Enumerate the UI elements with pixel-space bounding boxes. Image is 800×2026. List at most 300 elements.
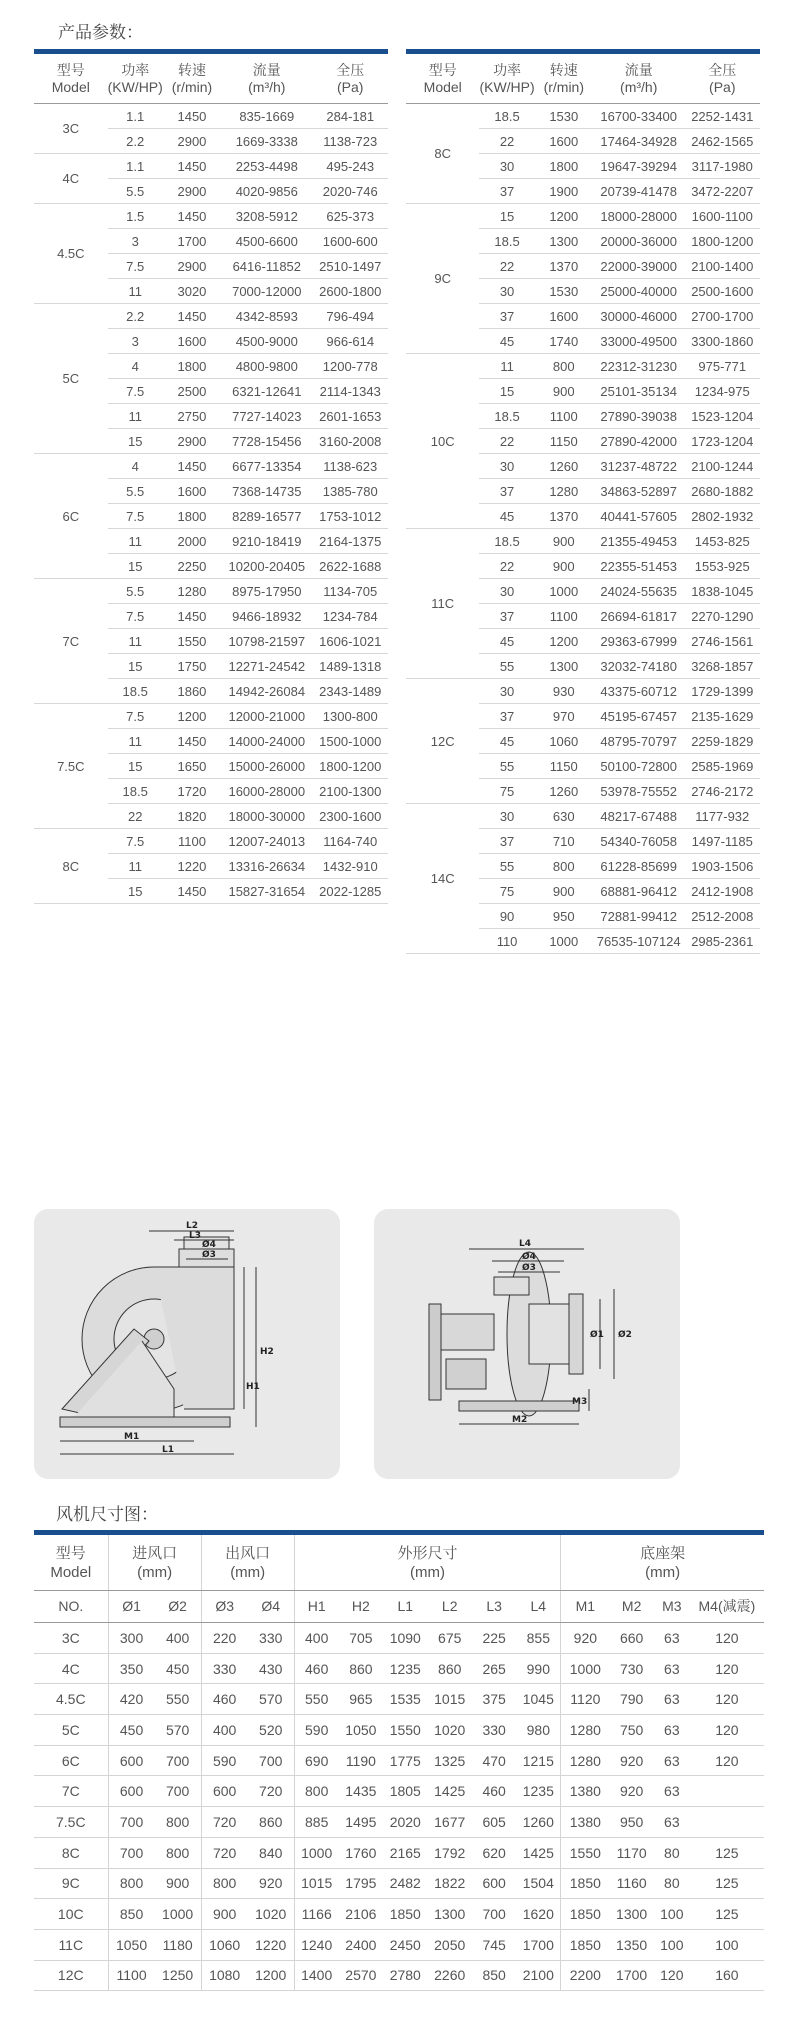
table-cell: 1100 (108, 1960, 155, 1991)
params-title: 产品参数： (58, 23, 143, 42)
table-cell: 600 (108, 1776, 155, 1807)
table-cell: 1100 (163, 829, 221, 854)
table-cell: 1750 (163, 654, 221, 679)
table-cell: 7.5 (108, 504, 163, 529)
table-cell: 11 (108, 854, 163, 879)
table-cell: 55 (479, 654, 534, 679)
table-cell: 800 (535, 854, 593, 879)
table-cell: 1120 (561, 1684, 610, 1715)
table-cell: 1134-705 (313, 579, 389, 604)
table-cell: 1729-1399 (685, 679, 760, 704)
table-cell: 32032-74180 (593, 654, 685, 679)
table-cell: 30 (479, 279, 534, 304)
table-cell: 1775 (383, 1745, 427, 1776)
table-cell: 885 (294, 1807, 338, 1838)
table-cell: 900 (201, 1899, 248, 1930)
table-cell: 18.5 (479, 404, 534, 429)
table-row (34, 1899, 764, 1930)
table-cell: 1280 (561, 1745, 610, 1776)
table-row (34, 1715, 764, 1746)
table-cell: 2343-1489 (313, 679, 389, 704)
table-row (406, 354, 760, 379)
table-cell: 1200 (535, 629, 593, 654)
table-cell: 5.5 (108, 479, 163, 504)
table-row (34, 1653, 764, 1684)
table-cell: 22312-31230 (593, 354, 685, 379)
table-cell: 15 (479, 204, 534, 229)
table-cell: 1450 (163, 104, 221, 129)
table-cell: 45195-67457 (593, 704, 685, 729)
label-L2: L2 (186, 1221, 198, 1231)
table-cell: 400 (201, 1715, 248, 1746)
table-cell: 1600-1100 (685, 204, 760, 229)
model-cell: 8C (34, 829, 108, 904)
table-cell: 120 (654, 1960, 690, 1991)
table-cell: 5.5 (108, 579, 163, 604)
table-cell: 1015 (294, 1868, 338, 1899)
table-cell: 29363-67999 (593, 629, 685, 654)
table-cell: 1080 (201, 1960, 248, 1991)
table-cell: 7.5 (108, 829, 163, 854)
subheader-cell: Ø2 (155, 1591, 202, 1623)
table-cell: 37 (479, 479, 534, 504)
table-cell: 1235 (516, 1776, 560, 1807)
table-cell: 705 (339, 1623, 383, 1654)
table-cell: 1523-1204 (685, 404, 760, 429)
table-cell: 2462-1565 (685, 129, 760, 154)
table-cell: 8289-16577 (221, 504, 312, 529)
table-cell: 800 (535, 354, 593, 379)
table-cell: 2164-1375 (313, 529, 389, 554)
table-cell: 800 (108, 1868, 155, 1899)
table-cell: 2165 (383, 1837, 427, 1868)
table-cell: 620 (472, 1837, 516, 1868)
table-cell: 330 (472, 1715, 516, 1746)
table-cell: 1200 (248, 1960, 295, 1991)
model-cell: 7.5C (34, 704, 108, 829)
table-cell: 1677 (428, 1807, 472, 1838)
subheader-cell: Ø4 (248, 1591, 295, 1623)
table-cell: 1753-1012 (313, 504, 389, 529)
header-pressure: 全压 (Pa) (685, 52, 760, 104)
table-cell: 1600 (535, 304, 593, 329)
table-cell: 1300 (609, 1899, 653, 1930)
table-cell: 430 (248, 1653, 295, 1684)
header-base: 底座架 (mm) (561, 1533, 764, 1591)
table-cell: 460 (201, 1684, 248, 1715)
table-cell: 7727-14023 (221, 404, 312, 429)
table-row (34, 154, 388, 179)
table-cell (690, 1807, 764, 1838)
table-cell: 966-614 (313, 329, 389, 354)
table-cell: 1740 (535, 329, 593, 354)
table-cell: 2482 (383, 1868, 427, 1899)
table-cell: 745 (472, 1929, 516, 1960)
table-cell: 1250 (155, 1960, 202, 1991)
table-cell: 16700-33400 (593, 104, 685, 129)
table-cell: 720 (248, 1776, 295, 1807)
table-cell: 11 (479, 354, 534, 379)
table-cell: 3020 (163, 279, 221, 304)
table-cell: 2100-1244 (685, 454, 760, 479)
model-cell: 4C (34, 154, 108, 204)
header-power: 功率 (KW/HP) (479, 52, 534, 104)
table-cell: 700 (108, 1807, 155, 1838)
table-cell: 1000 (155, 1899, 202, 1930)
table-cell: 1370 (535, 504, 593, 529)
table-cell: 950 (609, 1807, 653, 1838)
table-cell: 965 (339, 1684, 383, 1715)
header-inlet: 进风口 (mm) (108, 1533, 201, 1591)
label-M2: M2 (512, 1415, 528, 1425)
table-cell: 33000-49500 (593, 329, 685, 354)
table-cell: 7.5 (108, 254, 163, 279)
table-cell: 1453-825 (685, 529, 760, 554)
table-cell: 1450 (163, 454, 221, 479)
table-cell: 840 (248, 1837, 295, 1868)
table-row (406, 104, 760, 129)
table-cell: 11C (34, 1929, 108, 1960)
table-cell: 460 (472, 1776, 516, 1807)
params-table-right (406, 49, 760, 954)
table-cell: 660 (609, 1623, 653, 1654)
table-cell: 570 (248, 1684, 295, 1715)
table-cell: 4C (34, 1653, 108, 1684)
table-cell: 860 (248, 1807, 295, 1838)
model-cell: 4.5C (34, 204, 108, 304)
table-cell: 27890-39038 (593, 404, 685, 429)
table-cell: 970 (535, 704, 593, 729)
table-cell: 25000-40000 (593, 279, 685, 304)
table-cell: 1138-723 (313, 129, 389, 154)
table-cell: 1450 (163, 729, 221, 754)
table-cell: 22000-39000 (593, 254, 685, 279)
table-cell: 2253-4498 (221, 154, 312, 179)
table-cell: 3117-1980 (685, 154, 760, 179)
table-cell: 2780 (383, 1960, 427, 1991)
subheader-cell: Ø1 (108, 1591, 155, 1623)
table-cell: 7.5 (108, 604, 163, 629)
table-cell: 1497-1185 (685, 829, 760, 854)
table-cell: 120 (690, 1623, 764, 1654)
table-cell: 45 (479, 329, 534, 354)
table-row (406, 529, 760, 554)
table-cell: 1760 (339, 1837, 383, 1868)
table-cell: 1138-623 (313, 454, 389, 479)
subheader-cell: M2 (609, 1591, 653, 1623)
table-cell: 63 (654, 1684, 690, 1715)
table-cell: 1530 (535, 104, 593, 129)
table-cell: 15827-31654 (221, 879, 312, 904)
table-cell: 1860 (163, 679, 221, 704)
table-cell: 160 (690, 1960, 764, 1991)
label-D3: Ø3 (522, 1263, 536, 1273)
table-cell: 18.5 (108, 679, 163, 704)
label-D3: Ø3 (202, 1250, 216, 1260)
table-cell: 1900 (535, 179, 593, 204)
table-cell: 1700 (516, 1929, 560, 1960)
model-cell: 6C (34, 454, 108, 579)
table-cell: 860 (428, 1653, 472, 1684)
table-cell: 15000-26000 (221, 754, 312, 779)
table-cell: 790 (609, 1684, 653, 1715)
table-cell: 800 (155, 1837, 202, 1868)
table-cell: 1620 (516, 1899, 560, 1930)
table-cell: 37 (479, 704, 534, 729)
table-cell: 10C (34, 1899, 108, 1930)
table-cell: 1669-3338 (221, 129, 312, 154)
table-cell: 2600-1800 (313, 279, 389, 304)
table-cell: 9C (34, 1868, 108, 1899)
table-cell: 520 (248, 1715, 295, 1746)
table-cell: 330 (248, 1623, 295, 1654)
table-cell: 125 (690, 1899, 764, 1930)
table-cell: 1380 (561, 1807, 610, 1838)
table-cell: 20739-41478 (593, 179, 685, 204)
subheader-cell: L4 (516, 1591, 560, 1623)
table-cell: 1234-784 (313, 604, 389, 629)
table-cell: 4500-9000 (221, 329, 312, 354)
table-row (34, 1623, 764, 1654)
table-cell: 3472-2207 (685, 179, 760, 204)
table-cell: 63 (654, 1623, 690, 1654)
table-cell: 1164-740 (313, 829, 389, 854)
table-cell: 1425 (428, 1776, 472, 1807)
table-cell: 1280 (163, 579, 221, 604)
table-cell: 1800 (535, 154, 593, 179)
table-cell: 1425 (516, 1837, 560, 1868)
table-cell: 3300-1860 (685, 329, 760, 354)
table-cell: 125 (690, 1837, 764, 1868)
table-cell: 2259-1829 (685, 729, 760, 754)
table-cell: 1160 (609, 1868, 653, 1899)
table-cell: 855 (516, 1623, 560, 1654)
table-cell: 1550 (561, 1837, 610, 1868)
table-cell: 54340-76058 (593, 829, 685, 854)
table-cell: 1805 (383, 1776, 427, 1807)
table-cell: 12C (34, 1960, 108, 1991)
table-cell: 1177-932 (685, 804, 760, 829)
table-row (34, 704, 388, 729)
table-cell: 1600 (535, 129, 593, 154)
table-cell: 1800 (163, 354, 221, 379)
table-cell: 2020 (383, 1807, 427, 1838)
table-cell: 63 (654, 1807, 690, 1838)
table-cell: 30000-46000 (593, 304, 685, 329)
table-cell: 1450 (163, 604, 221, 629)
table-cell: 12007-24013 (221, 829, 312, 854)
table-cell: 1.1 (108, 104, 163, 129)
table-row (34, 1684, 764, 1715)
table-cell: 690 (294, 1745, 338, 1776)
table-cell: 1530 (535, 279, 593, 304)
subheader-cell: H1 (294, 1591, 338, 1623)
table-cell: 550 (294, 1684, 338, 1715)
table-cell: 2622-1688 (313, 554, 389, 579)
table-cell: 76535-107124 (593, 929, 685, 954)
subheader-cell: NO. (34, 1591, 108, 1623)
header-flow: 流量 (m³/h) (593, 52, 685, 104)
dims-subheader-row (34, 1591, 764, 1623)
subheader-cell: M1 (561, 1591, 610, 1623)
table-cell: 1050 (339, 1715, 383, 1746)
table-cell: 600 (472, 1868, 516, 1899)
table-cell: 2100 (516, 1960, 560, 1991)
table-cell: 100 (654, 1899, 690, 1930)
table-cell: 2900 (163, 179, 221, 204)
table-cell: 2020-746 (313, 179, 389, 204)
table-cell: 1450 (163, 879, 221, 904)
table-cell: 1100 (535, 604, 593, 629)
table-cell: 11 (108, 629, 163, 654)
table-cell: 850 (108, 1899, 155, 1930)
table-cell: 495-243 (313, 154, 389, 179)
table-cell: 1000 (535, 929, 593, 954)
table-cell: 1400 (294, 1960, 338, 1991)
table-cell: 24024-55635 (593, 579, 685, 604)
table-cell: 1215 (516, 1745, 560, 1776)
table-cell: 11 (108, 529, 163, 554)
table-cell: 1240 (294, 1929, 338, 1960)
table-cell: 920 (609, 1776, 653, 1807)
table-cell: 45 (479, 729, 534, 754)
table-cell: 45 (479, 629, 534, 654)
table-cell: 1700 (163, 229, 221, 254)
table-row (34, 204, 388, 229)
dims-title: 风机尺寸图： (56, 1505, 158, 1524)
table-cell: 3 (108, 229, 163, 254)
table-cell: 1822 (428, 1868, 472, 1899)
table-cell: 7.5C (34, 1807, 108, 1838)
table-cell: 18.5 (108, 779, 163, 804)
table-cell: 1045 (516, 1684, 560, 1715)
table-cell: 400 (155, 1623, 202, 1654)
table-cell: 22 (108, 804, 163, 829)
table-cell: 63 (654, 1745, 690, 1776)
table-cell: 1166 (294, 1899, 338, 1930)
table-cell: 450 (155, 1653, 202, 1684)
table-cell: 2680-1882 (685, 479, 760, 504)
table-cell: 2500-1600 (685, 279, 760, 304)
table-cell: 2570 (339, 1960, 383, 1991)
fan-side-drawing (34, 1209, 340, 1479)
table-cell: 730 (609, 1653, 653, 1684)
table-cell: 2900 (163, 429, 221, 454)
table-cell: 800 (294, 1776, 338, 1807)
table-cell: 120 (690, 1715, 764, 1746)
header-speed: 转速 (r/min) (163, 52, 221, 104)
table-cell: 625-373 (313, 204, 389, 229)
table-cell: 53978-75552 (593, 779, 685, 804)
table-cell: 2746-2172 (685, 779, 760, 804)
header-pressure: 全压 (Pa) (313, 52, 389, 104)
header-speed: 转速 (r/min) (535, 52, 593, 104)
table-cell: 750 (609, 1715, 653, 1746)
table-cell: 920 (609, 1745, 653, 1776)
table-cell: 125 (690, 1868, 764, 1899)
table-cell: 860 (339, 1653, 383, 1684)
table-cell: 14000-24000 (221, 729, 312, 754)
table-cell: 1300 (535, 229, 593, 254)
table-cell: 1325 (428, 1745, 472, 1776)
table-cell: 900 (535, 879, 593, 904)
table-cell: 13316-26634 (221, 854, 312, 879)
table-cell: 34863-52897 (593, 479, 685, 504)
table-cell: 1792 (428, 1837, 472, 1868)
table-cell: 2.2 (108, 129, 163, 154)
table-cell: 1050 (108, 1929, 155, 1960)
model-cell: 11C (406, 529, 479, 679)
label-H2: H2 (260, 1347, 274, 1357)
table-cell: 1000 (294, 1837, 338, 1868)
table-cell: 1170 (609, 1837, 653, 1868)
table-cell: 1385-780 (313, 479, 389, 504)
table-cell: 1800-1200 (313, 754, 389, 779)
table-cell: 6416-11852 (221, 254, 312, 279)
table-cell: 1190 (339, 1745, 383, 1776)
table-cell: 43375-60712 (593, 679, 685, 704)
table-row (34, 1807, 764, 1838)
table-cell: 11 (108, 404, 163, 429)
table-cell: 27890-42000 (593, 429, 685, 454)
model-cell: 14C (406, 804, 479, 954)
table-cell: 63 (654, 1776, 690, 1807)
table-cell: 930 (535, 679, 593, 704)
table-cell: 1800-1200 (685, 229, 760, 254)
header-outlet: 出风口 (mm) (201, 1533, 294, 1591)
table-row (34, 104, 388, 129)
table-cell: 18000-28000 (593, 204, 685, 229)
model-cell: 9C (406, 204, 479, 354)
table-cell: 1700 (609, 1960, 653, 1991)
table-cell: 9466-18932 (221, 604, 312, 629)
table-cell: 17464-34928 (593, 129, 685, 154)
header-power: 功率 (KW/HP) (108, 52, 163, 104)
table-cell: 1850 (383, 1899, 427, 1930)
table-cell: 2260 (428, 1960, 472, 1991)
table-cell: 3C (34, 1623, 108, 1654)
table-cell: 1435 (339, 1776, 383, 1807)
subheader-cell: M3 (654, 1591, 690, 1623)
table-cell: 550 (155, 1684, 202, 1715)
fan-side-drawing-panel (34, 1209, 340, 1479)
table-cell: 460 (294, 1653, 338, 1684)
table-cell: 1220 (163, 854, 221, 879)
table-cell: 1260 (516, 1807, 560, 1838)
table-cell: 1720 (163, 779, 221, 804)
table-cell: 300 (108, 1623, 155, 1654)
table-cell: 1838-1045 (685, 579, 760, 604)
table-cell: 2300-1600 (313, 804, 389, 829)
table-cell: 1600-600 (313, 229, 389, 254)
table-cell: 19647-39294 (593, 154, 685, 179)
table-cell: 80 (654, 1837, 690, 1868)
table-cell: 1180 (155, 1929, 202, 1960)
table-cell: 2252-1431 (685, 104, 760, 129)
table-cell: 16000-28000 (221, 779, 312, 804)
table-cell: 1015 (428, 1684, 472, 1715)
subheader-cell: L1 (383, 1591, 427, 1623)
table-cell: 31237-48722 (593, 454, 685, 479)
table-cell: 1300 (535, 654, 593, 679)
table-row (406, 679, 760, 704)
table-cell: 2746-1561 (685, 629, 760, 654)
fan-front-drawing (374, 1209, 680, 1479)
table-cell: 8975-17950 (221, 579, 312, 604)
table-cell: 1504 (516, 1868, 560, 1899)
table-row (34, 1776, 764, 1807)
table-cell: 20000-36000 (593, 229, 685, 254)
